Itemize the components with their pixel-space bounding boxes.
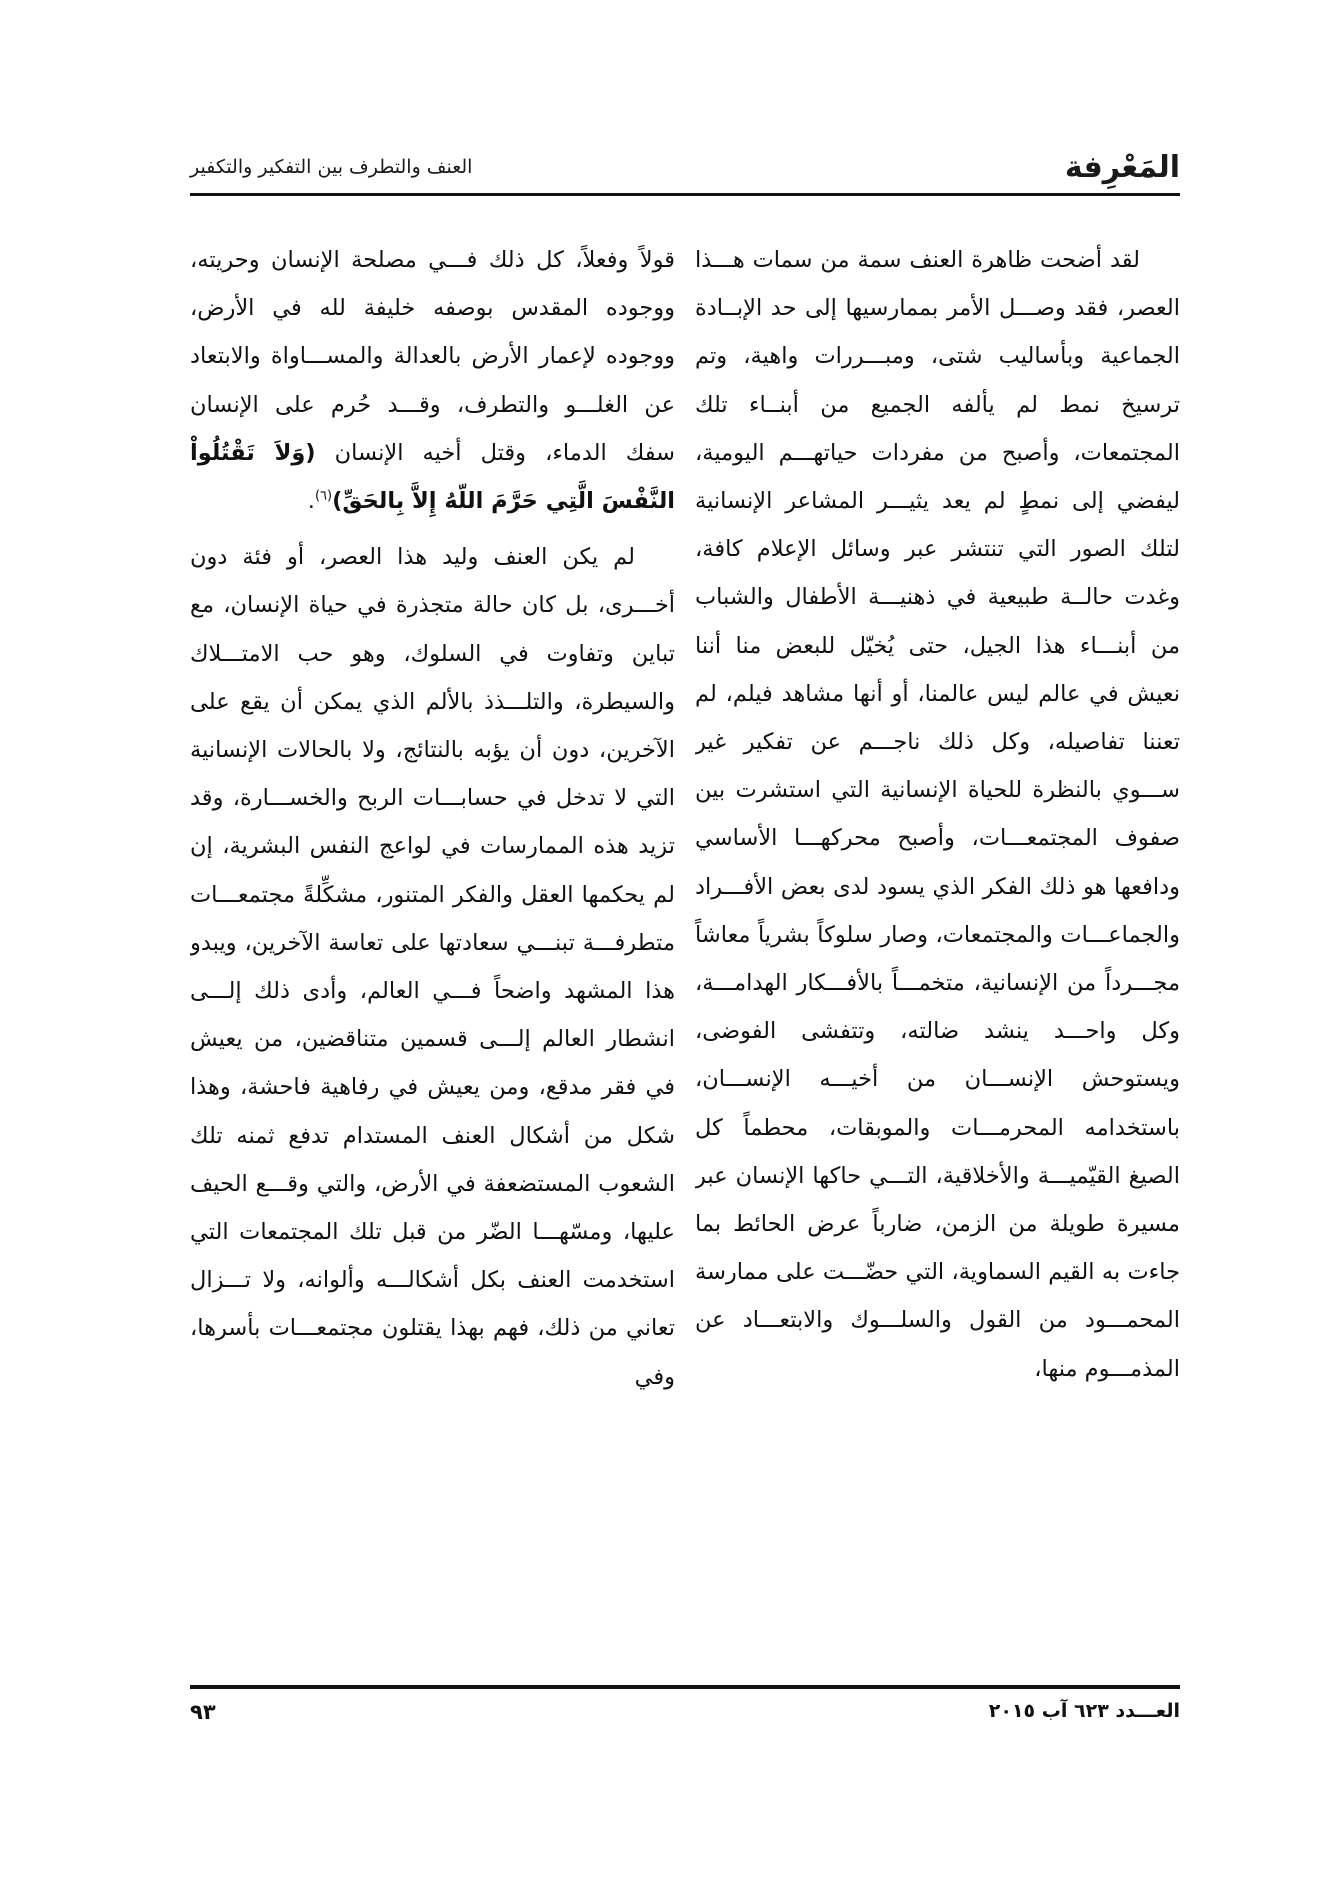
quran-verse: (وَلاَ تَقْتُلُواْ النَّفْسَ الَّتِي حَرَّمَ اللّهُ إِلاَّ بِالحَقِّ) <box>190 439 675 515</box>
right-column <box>695 236 1180 1666</box>
left-column-paragraph-1 <box>190 236 675 525</box>
running-title: العنف والتطرف بين التفكير والتكفير <box>190 156 473 178</box>
magazine-logo: المَعْرِفة <box>1064 150 1180 185</box>
paragraph-end: . <box>307 488 315 515</box>
page-number: ٩٣ <box>190 1700 216 1724</box>
page-footer <box>190 1700 1180 1740</box>
page-header <box>190 150 1180 190</box>
header-rule <box>190 193 1180 196</box>
right-column-paragraph: لقد أضحت ظاهرة العنف سمة من سمات هـــذا العصر، فقد وصـــل الأمر بممارسيها إلى حد الإبــادة الجماعية وبأساليب شتى، ومبـــررات واهية، وتم ترسيخ نمط لم يألفه الجميع من أبنــاء تلك المجتمعات، وأصبح من مفردات حياتهـــم اليومية، ليفضي إلى نمطٍ لم يعد يثيـــر المشاعر الإنسانية لتلك الصور التي تنتشر عبر وسائل الإعلام كافة، وغدت حالــة طبيعية في ذهنيـــة الأطفال والشباب من أبنـــاء هذا الجيل، حتى يُخيّل للبعض منا أننا نعيش في عالم ليس عالمنا، أو أنها مشاهد فيلم، لم تعننا تفاصيله، وكل ذلك ناجـــم عن تفكير غير ســـوي بالنظرة للحياة الإنسانية التي استشرت بين صفوف المجتمعـــات، وأصبح محركهـــا الأساسي ودافعها هو ذلك الفكر الذي يسود لدى بعض الأفـــراد والجماعـــات والمجتمعات، وصار سلوكاً بشرياً معاشاً مجـــرداً من الإنسانية، متخمـــاً بالأفـــكار الهدامـــة، وكل واحـــد ينشد ضالته، وتتفشى الفوضى، ويستوحش الإنســـان من أخيـــه الإنســـان، باستخدامه المحرمـــات والموبقات، محطماً كل الصيغ القيّميـــة والأخلاقية، التـــي حاكها الإنسان عبر مسيرة طويلة من الزمن، ضارباً عرض الحائط بما جاءت به القيم السماوية، التي حضّـــت على ممارسة المحمـــود من القول والسلـــوك والابتعـــاد عن المذمـــوم منها، <box>695 247 1180 1382</box>
footer-rule <box>190 1685 1180 1689</box>
issue-info: العـــدد ٦٢٣ آب ٢٠١٥ <box>988 1700 1180 1722</box>
footnote-reference: (٦) <box>314 488 333 504</box>
paragraph-text: قولاً وفعلاً، كل ذلك فـــي مصلحة الإنسان وحريته، ووجوده المقدس بوصفه خليفة لله في الأرض، ووجوده لإعمار الأرض بالعدالة والمســـاواة والابتعاد عن الغلـــو والتطرف، وقـــد حُرم على الإنسان سفك الدماء، وقتل أخيه الإنسان <box>190 247 675 466</box>
left-column <box>190 236 675 1666</box>
left-column-paragraph-2: لم يكن العنف وليد هذا العصر، أو فئة دون أخـــرى، بل كان حالة متجذرة في حياة الإنسان، مع تباين وتفاوت في السلوك، وهو حب الامتـــلاك والسيطرة، والتلـــذذ بالألم الذي يمكن أن يقع على الآخرين، دون أن يؤبه بالنتائج، ولا بالحالات الإنسانية التي لا تدخل في حسابـــات الربح والخســـارة، وقد تزيد هذه الممارسات في لواعج النفس البشرية، إن لم يحكمها العقل والفكر المتنور، مشكِّلةً مجتمعـــات متطرفـــة تبنـــي سعادتها على تعاسة الآخرين، ويبدو هذا المشهد واضحاً فـــي العالم، وأدى ذلك إلـــى انشطار العالم إلـــى قسمين متناقضين، من يعيش في فقر مدقع، ومن يعيش في رفاهية فاحشة، وهذا شكل من أشكال العنف المستدام تدفع ثمنه تلك الشعوب المستضعفة في الأرض، والتي وقـــع الحيف عليها، ومسّهـــا الضّر من قبل تلك المجتمعات التي استخدمت العنف بكل أشكالـــه وألوانه، ولا تـــزال تعاني من ذلك، فهم بهذا يقتلون مجتمعـــات بأسرها، وفي <box>190 544 675 1390</box>
